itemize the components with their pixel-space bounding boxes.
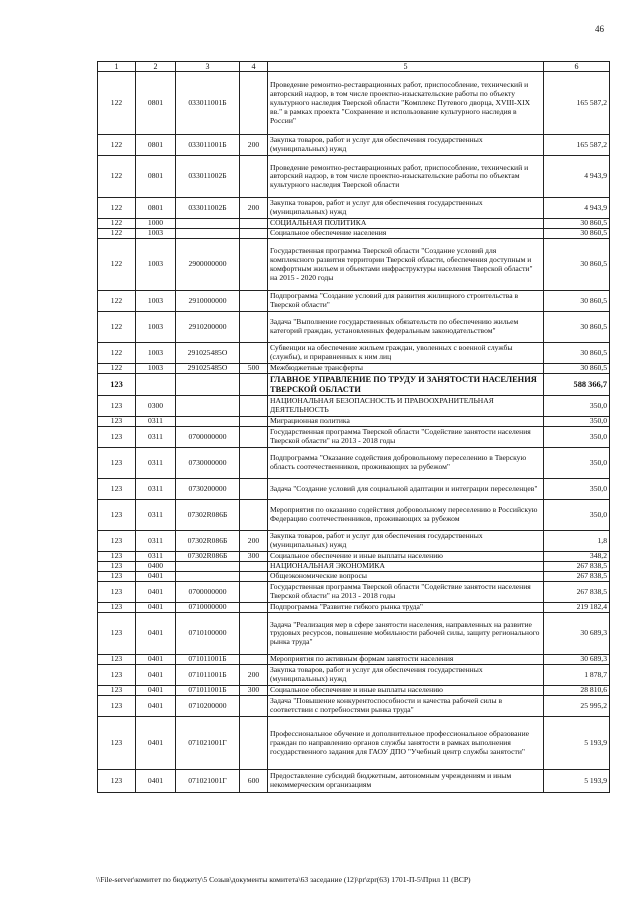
table-row bbox=[98, 582, 610, 603]
cell-amount: 1 878,7 bbox=[544, 665, 610, 686]
cell-target-article bbox=[176, 229, 240, 239]
cell-expense-type bbox=[240, 582, 268, 603]
cell-section-code: 0801 bbox=[136, 198, 176, 219]
table-row bbox=[98, 696, 610, 717]
table-row bbox=[98, 291, 610, 312]
cell-item-name: Субвенции на обеспечение жильем граждан, уволенных с военной службы (службы), и приравненных к ним лиц bbox=[268, 343, 544, 364]
cell-amount: 30 689,3 bbox=[544, 655, 610, 665]
cell-amount: 350,0 bbox=[544, 448, 610, 479]
cell-amount: 30 860,5 bbox=[544, 219, 610, 229]
cell-target-article: 033011002Б bbox=[176, 156, 240, 198]
cell-target-article: 2910200000 bbox=[176, 312, 240, 343]
cell-amount: 28 810,6 bbox=[544, 686, 610, 696]
cell-ministry-code: 123 bbox=[98, 686, 136, 696]
cell-item-name: Задача "Создание условий для социальной адаптации и интеграции переселенцев" bbox=[268, 479, 544, 500]
cell-amount: 219 182,4 bbox=[544, 603, 610, 613]
cell-amount: 350,0 bbox=[544, 479, 610, 500]
table-row bbox=[98, 613, 610, 655]
cell-section-code: 1003 bbox=[136, 229, 176, 239]
cell-expense-type bbox=[240, 72, 268, 135]
cell-section-code: 0401 bbox=[136, 665, 176, 686]
cell-expense-type: 200 bbox=[240, 198, 268, 219]
cell-section-code: 0311 bbox=[136, 531, 176, 552]
cell-amount: 267 838,5 bbox=[544, 572, 610, 582]
table-row bbox=[98, 219, 610, 229]
cell-section-code: 0311 bbox=[136, 479, 176, 500]
cell-item-name: Закупка товаров, работ и услуг для обеспечения государственных (муниципальных) нужд bbox=[268, 531, 544, 552]
cell-expense-type bbox=[240, 603, 268, 613]
cell-expense-type bbox=[240, 572, 268, 582]
column-header: 6 bbox=[544, 62, 610, 72]
cell-expense-type bbox=[240, 500, 268, 531]
cell-target-article: 071011001Б bbox=[176, 665, 240, 686]
cell-item-name: Миграционная политика bbox=[268, 417, 544, 427]
cell-expense-type: 300 bbox=[240, 552, 268, 562]
cell-target-article: 07302R086Б bbox=[176, 552, 240, 562]
cell-section-code: 0311 bbox=[136, 448, 176, 479]
table-row bbox=[98, 655, 610, 665]
cell-item-name: Задача "Реализация мер в сфере занятости населения, направленных на развитие трудовых ресурсов, повышение мобильности рабочей силы, защиту регионального рынка труда" bbox=[268, 613, 544, 655]
table-row bbox=[98, 572, 610, 582]
cell-target-article: 071021001Г bbox=[176, 717, 240, 770]
table-row bbox=[98, 312, 610, 343]
cell-item-name: Задача "Повышение конкурентоспособности и качества рабочей силы в соответствии с потребностями рынка труда" bbox=[268, 696, 544, 717]
cell-target-article: 0710100000 bbox=[176, 613, 240, 655]
cell-amount: 30 860,5 bbox=[544, 364, 610, 374]
cell-ministry-code: 122 bbox=[98, 291, 136, 312]
cell-expense-type: 300 bbox=[240, 686, 268, 696]
cell-target-article: 071021001Г bbox=[176, 770, 240, 793]
budget-table bbox=[97, 61, 610, 793]
cell-item-name: Проведение ремонтно-реставрационных работ, приспособление, технический и авторский надзор, в том числе проектно-изыскательские работы по объекту культурного наследия Тверской области "Комплекс Путевого дворца, XVIII-XIX вв." в рамках проекта "Сохранение и использование культурного наследия в России" bbox=[268, 72, 544, 135]
cell-expense-type bbox=[240, 613, 268, 655]
cell-amount: 267 838,5 bbox=[544, 582, 610, 603]
table-row bbox=[98, 374, 610, 396]
cell-amount: 25 995,2 bbox=[544, 696, 610, 717]
cell-ministry-code: 123 bbox=[98, 665, 136, 686]
cell-expense-type bbox=[240, 655, 268, 665]
cell-ministry-code: 123 bbox=[98, 572, 136, 582]
cell-section-code: 0401 bbox=[136, 717, 176, 770]
cell-section-code: 0801 bbox=[136, 72, 176, 135]
cell-section-code: 0401 bbox=[136, 696, 176, 717]
table-row bbox=[98, 239, 610, 291]
cell-ministry-code: 122 bbox=[98, 239, 136, 291]
table-row bbox=[98, 198, 610, 219]
cell-item-name: Государственная программа Тверской области "Содействие занятости населения Тверской области" на 2013 - 2018 годы bbox=[268, 427, 544, 448]
cell-item-name: Закупка товаров, работ и услуг для обеспечения государственных (муниципальных) нужд bbox=[268, 665, 544, 686]
cell-section-code: 0401 bbox=[136, 572, 176, 582]
table-row bbox=[98, 343, 610, 364]
cell-item-name: Предоставление субсидий бюджетным, автономным учреждениям и иным некоммерческим организациям bbox=[268, 770, 544, 793]
cell-section-code: 0400 bbox=[136, 562, 176, 572]
cell-expense-type bbox=[240, 427, 268, 448]
cell-expense-type bbox=[240, 562, 268, 572]
cell-item-name: ГЛАВНОЕ УПРАВЛЕНИЕ ПО ТРУДУ И ЗАНЯТОСТИ НАСЕЛЕНИЯ ТВЕРСКОЙ ОБЛАСТИ bbox=[268, 374, 544, 396]
table-row bbox=[98, 562, 610, 572]
cell-section-code: 0401 bbox=[136, 770, 176, 793]
cell-expense-type bbox=[240, 396, 268, 417]
cell-target-article: 071011001Б bbox=[176, 655, 240, 665]
cell-target-article: 2910000000 bbox=[176, 291, 240, 312]
cell-item-name: Подпрограмма "Создание условий для развития жилищного строительства в Тверской области" bbox=[268, 291, 544, 312]
cell-item-name: Мероприятия по оказанию содействия добровольному переселению в Российскую Федерацию соотечественников, проживающих за рубежом bbox=[268, 500, 544, 531]
cell-expense-type bbox=[240, 219, 268, 229]
cell-item-name: Подпрограмма "Развитие гибкого рынка труда" bbox=[268, 603, 544, 613]
cell-ministry-code: 122 bbox=[98, 312, 136, 343]
cell-ministry-code: 123 bbox=[98, 396, 136, 417]
cell-ministry-code: 122 bbox=[98, 343, 136, 364]
cell-ministry-code: 122 bbox=[98, 135, 136, 156]
cell-section-code: 0401 bbox=[136, 686, 176, 696]
cell-ministry-code: 123 bbox=[98, 552, 136, 562]
table-row bbox=[98, 770, 610, 793]
cell-amount: 30 860,5 bbox=[544, 239, 610, 291]
cell-ministry-code: 123 bbox=[98, 770, 136, 793]
cell-expense-type bbox=[240, 448, 268, 479]
cell-amount: 5 193,9 bbox=[544, 770, 610, 793]
table-row bbox=[98, 686, 610, 696]
cell-target-article: 033011001Б bbox=[176, 135, 240, 156]
cell-item-name: Общеэкономические вопросы bbox=[268, 572, 544, 582]
cell-section-code: 1000 bbox=[136, 219, 176, 229]
cell-ministry-code: 123 bbox=[98, 374, 136, 396]
table-row bbox=[98, 552, 610, 562]
cell-ministry-code: 123 bbox=[98, 500, 136, 531]
table-row bbox=[98, 448, 610, 479]
cell-target-article bbox=[176, 572, 240, 582]
table-row bbox=[98, 603, 610, 613]
cell-section-code: 0311 bbox=[136, 552, 176, 562]
cell-item-name: Профессиональное обучение и дополнительное профессиональное образование граждан по направлению органов службы занятости в рамках выполнения государственного задания для ГАОУ ДПО "Учебный центр службы занятости" bbox=[268, 717, 544, 770]
cell-amount: 30 860,5 bbox=[544, 312, 610, 343]
table-row bbox=[98, 665, 610, 686]
cell-section-code bbox=[136, 374, 176, 396]
cell-amount: 350,0 bbox=[544, 417, 610, 427]
cell-section-code: 0300 bbox=[136, 396, 176, 417]
cell-item-name: Проведение ремонтно-реставрационных работ, приспособление, технический и авторский надзор, в том числе проектно-изыскательские работы по объектам культурного наследия Тверской области bbox=[268, 156, 544, 198]
cell-target-article: 033011002Б bbox=[176, 198, 240, 219]
cell-ministry-code: 122 bbox=[98, 219, 136, 229]
cell-target-article: 0700000000 bbox=[176, 582, 240, 603]
cell-amount: 30 860,5 bbox=[544, 343, 610, 364]
cell-item-name: НАЦИОНАЛЬНАЯ БЕЗОПАСНОСТЬ И ПРАВООХРАНИТЕЛЬНАЯ ДЕЯТЕЛЬНОСТЬ bbox=[268, 396, 544, 417]
footer-file-path: \\File-server\комитет по бюджету\5 Созыв\документы комитета\63 заседание (12)\pr\zpr(63) 1701-П-5\Прил 11 (ВСР) bbox=[96, 875, 471, 884]
cell-section-code: 0401 bbox=[136, 655, 176, 665]
cell-section-code: 0311 bbox=[136, 417, 176, 427]
cell-expense-type bbox=[240, 479, 268, 500]
cell-item-name: Социальное обеспечение и иные выплаты населению bbox=[268, 552, 544, 562]
column-header: 2 bbox=[136, 62, 176, 72]
cell-section-code: 1003 bbox=[136, 291, 176, 312]
table-row bbox=[98, 72, 610, 135]
cell-ministry-code: 123 bbox=[98, 427, 136, 448]
cell-section-code: 0801 bbox=[136, 156, 176, 198]
cell-ministry-code: 122 bbox=[98, 364, 136, 374]
cell-ministry-code: 123 bbox=[98, 613, 136, 655]
cell-target-article: 0710200000 bbox=[176, 696, 240, 717]
cell-target-article: 0730200000 bbox=[176, 479, 240, 500]
cell-section-code: 0311 bbox=[136, 427, 176, 448]
table-row bbox=[98, 364, 610, 374]
cell-amount: 350,0 bbox=[544, 427, 610, 448]
cell-target-article: 033011001Б bbox=[176, 72, 240, 135]
cell-ministry-code: 123 bbox=[98, 582, 136, 603]
cell-amount: 30 689,3 bbox=[544, 613, 610, 655]
table-row bbox=[98, 156, 610, 198]
cell-target-article: 2900000000 bbox=[176, 239, 240, 291]
cell-item-name: Государственная программа Тверской области "Содействие занятости населения Тверской области" на 2013 - 2018 годы bbox=[268, 582, 544, 603]
cell-target-article bbox=[176, 374, 240, 396]
cell-amount: 5 193,9 bbox=[544, 717, 610, 770]
cell-item-name: СОЦИАЛЬНАЯ ПОЛИТИКА bbox=[268, 219, 544, 229]
column-header: 5 bbox=[268, 62, 544, 72]
cell-ministry-code: 122 bbox=[98, 198, 136, 219]
cell-expense-type bbox=[240, 374, 268, 396]
column-header: 3 bbox=[176, 62, 240, 72]
cell-expense-type: 200 bbox=[240, 665, 268, 686]
cell-amount: 588 366,7 bbox=[544, 374, 610, 396]
cell-expense-type: 200 bbox=[240, 531, 268, 552]
table-row bbox=[98, 135, 610, 156]
cell-amount: 4 943,9 bbox=[544, 198, 610, 219]
cell-ministry-code: 123 bbox=[98, 717, 136, 770]
cell-section-code: 0801 bbox=[136, 135, 176, 156]
cell-amount: 350,0 bbox=[544, 500, 610, 531]
cell-amount: 4 943,9 bbox=[544, 156, 610, 198]
cell-section-code: 0401 bbox=[136, 582, 176, 603]
cell-expense-type: 200 bbox=[240, 135, 268, 156]
cell-target-article bbox=[176, 417, 240, 427]
table-row bbox=[98, 531, 610, 552]
cell-target-article bbox=[176, 396, 240, 417]
cell-ministry-code: 122 bbox=[98, 229, 136, 239]
cell-expense-type bbox=[240, 696, 268, 717]
cell-item-name: Закупка товаров, работ и услуг для обеспечения государственных (муниципальных) нужд bbox=[268, 198, 544, 219]
cell-expense-type bbox=[240, 343, 268, 364]
cell-target-article bbox=[176, 219, 240, 229]
cell-amount: 30 860,5 bbox=[544, 291, 610, 312]
cell-amount: 1,8 bbox=[544, 531, 610, 552]
cell-section-code: 0401 bbox=[136, 613, 176, 655]
cell-ministry-code: 123 bbox=[98, 655, 136, 665]
cell-ministry-code: 123 bbox=[98, 479, 136, 500]
page-number: 46 bbox=[595, 24, 604, 34]
cell-section-code: 1003 bbox=[136, 312, 176, 343]
cell-section-code: 1003 bbox=[136, 239, 176, 291]
table-row bbox=[98, 396, 610, 417]
cell-target-article: 0700000000 bbox=[176, 427, 240, 448]
cell-target-article bbox=[176, 562, 240, 572]
cell-section-code: 1003 bbox=[136, 364, 176, 374]
cell-section-code: 0311 bbox=[136, 500, 176, 531]
cell-item-name: Межбюджетные трансферты bbox=[268, 364, 544, 374]
cell-expense-type bbox=[240, 417, 268, 427]
column-header: 1 bbox=[98, 62, 136, 72]
cell-amount: 165 587,2 bbox=[544, 135, 610, 156]
cell-item-name: Государственная программа Тверской области "Создание условий для комплексного развития территории Тверской области, обеспечения доступным и комфортным жильем и объектами инфраструктуры населения Тверской области" на 2015 - 2020 годы bbox=[268, 239, 544, 291]
table-row bbox=[98, 500, 610, 531]
cell-item-name: Подпрограмма "Оказание содействия добровольному переселению в Тверскую область соотечественников, проживающих за рубежом" bbox=[268, 448, 544, 479]
table-row bbox=[98, 417, 610, 427]
cell-target-article: 07302R086Б bbox=[176, 500, 240, 531]
cell-item-name: Задача "Выполнение государственных обязательств по обеспечению жильем категорий граждан, установленных федеральным законодательством" bbox=[268, 312, 544, 343]
cell-ministry-code: 123 bbox=[98, 603, 136, 613]
cell-target-article: 291025485О bbox=[176, 343, 240, 364]
cell-target-article: 071011001Б bbox=[176, 686, 240, 696]
cell-item-name: Социальное обеспечение населения bbox=[268, 229, 544, 239]
cell-amount: 267 838,5 bbox=[544, 562, 610, 572]
table-header-row bbox=[98, 62, 610, 72]
table-row bbox=[98, 717, 610, 770]
cell-expense-type bbox=[240, 312, 268, 343]
cell-ministry-code: 123 bbox=[98, 562, 136, 572]
cell-ministry-code: 123 bbox=[98, 448, 136, 479]
cell-expense-type: 500 bbox=[240, 364, 268, 374]
table-row bbox=[98, 229, 610, 239]
cell-ministry-code: 123 bbox=[98, 696, 136, 717]
cell-amount: 30 860,5 bbox=[544, 229, 610, 239]
cell-item-name: Закупка товаров, работ и услуг для обеспечения государственных (муниципальных) нужд bbox=[268, 135, 544, 156]
cell-item-name: Социальное обеспечение и иные выплаты населению bbox=[268, 686, 544, 696]
cell-section-code: 0401 bbox=[136, 603, 176, 613]
cell-ministry-code: 122 bbox=[98, 72, 136, 135]
cell-expense-type bbox=[240, 156, 268, 198]
cell-ministry-code: 123 bbox=[98, 417, 136, 427]
table-body bbox=[98, 72, 610, 793]
cell-expense-type bbox=[240, 239, 268, 291]
cell-amount: 350,0 bbox=[544, 396, 610, 417]
cell-item-name: Мероприятия по активным формам занятости населения bbox=[268, 655, 544, 665]
cell-expense-type bbox=[240, 291, 268, 312]
cell-expense-type: 600 bbox=[240, 770, 268, 793]
table-row bbox=[98, 479, 610, 500]
cell-target-article: 291025485О bbox=[176, 364, 240, 374]
cell-ministry-code: 123 bbox=[98, 531, 136, 552]
cell-amount: 348,2 bbox=[544, 552, 610, 562]
cell-target-article: 0730000000 bbox=[176, 448, 240, 479]
cell-expense-type bbox=[240, 229, 268, 239]
cell-amount: 165 587,2 bbox=[544, 72, 610, 135]
cell-target-article: 0710000000 bbox=[176, 603, 240, 613]
cell-expense-type bbox=[240, 717, 268, 770]
cell-ministry-code: 122 bbox=[98, 156, 136, 198]
table-row bbox=[98, 427, 610, 448]
cell-item-name: НАЦИОНАЛЬНАЯ ЭКОНОМИКА bbox=[268, 562, 544, 572]
cell-target-article: 07302R086Б bbox=[176, 531, 240, 552]
column-header: 4 bbox=[240, 62, 268, 72]
cell-section-code: 1003 bbox=[136, 343, 176, 364]
